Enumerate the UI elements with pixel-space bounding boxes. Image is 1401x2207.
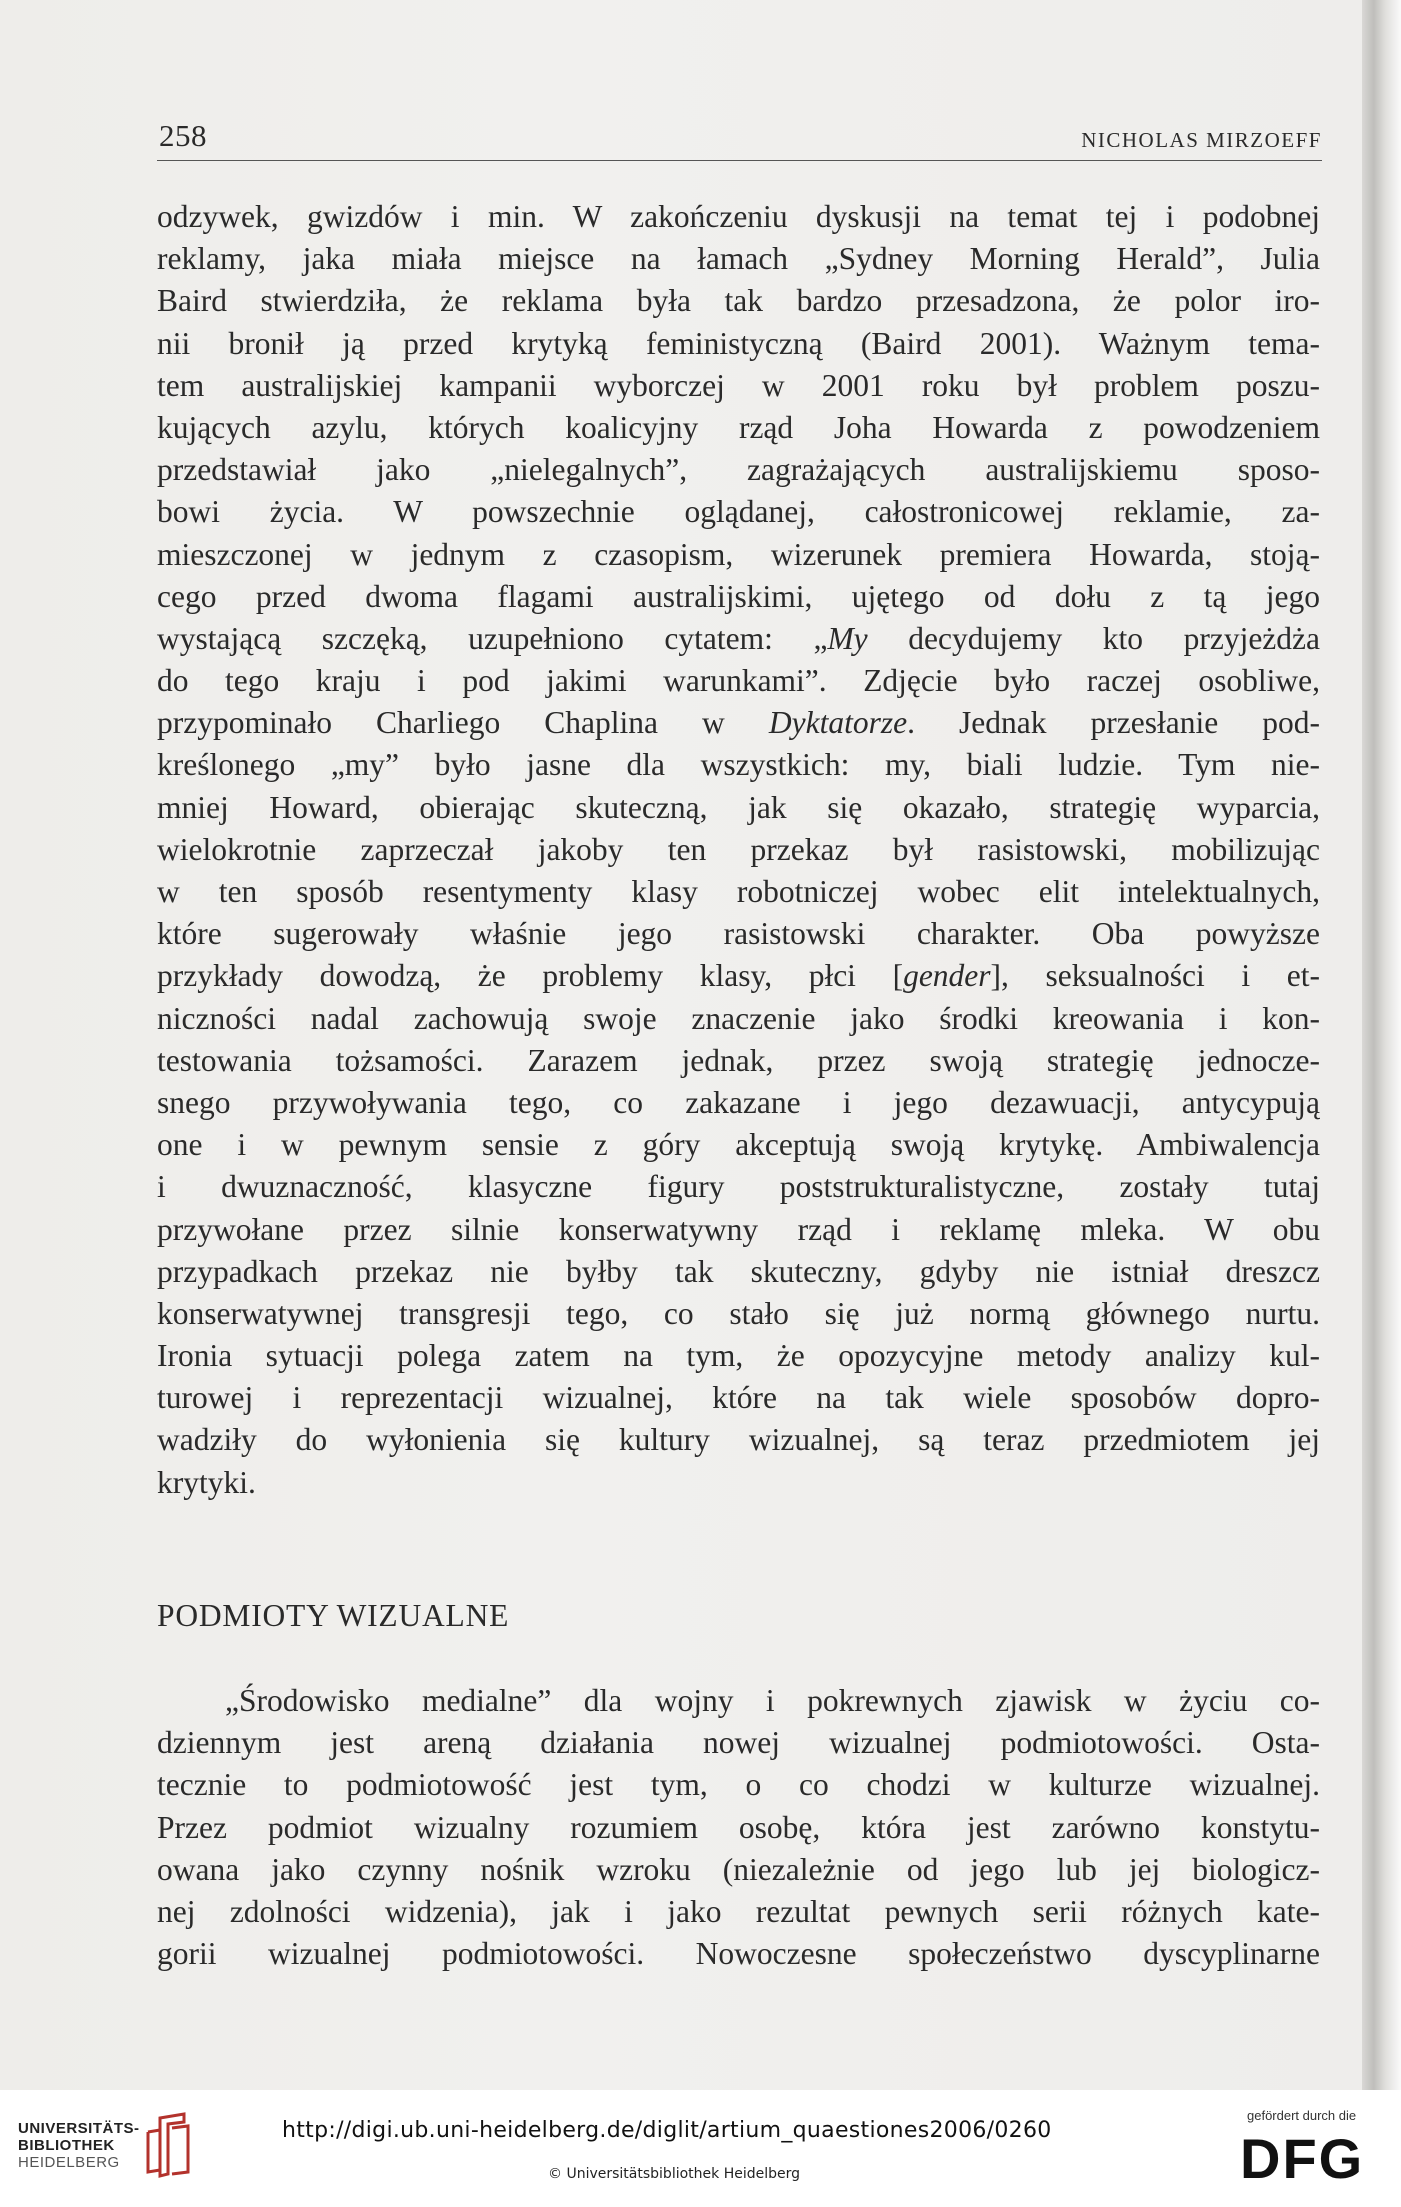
text-line: kujących azylu, których koalicyjny rząd Joha Howarda z powodzeniem (157, 409, 1320, 445)
text-line: tecznie to podmiotowość jest tym, o co chodzi w kulturze wizualnej. (157, 1767, 1320, 1803)
text-line: przywołane przez silnie konserwatywny rząd i reklamę mleka. W obu (157, 1211, 1320, 1247)
text-line: cego przed dwoma flagami australijskimi, ujętego od dołu z tą jego (157, 578, 1320, 614)
library-name-line: HEIDELBERG (18, 2154, 120, 2171)
text-line: w ten sposób resentymenty klasy robotniczej wobec elit intelektualnych, (157, 874, 1320, 909)
digitization-footer (0, 2090, 1401, 2207)
text-line: Ironia sytuacji polega zatem na tym, że opozycyjne metody analizy kul- (157, 1338, 1320, 1374)
text-line (157, 618, 1320, 660)
permalink-url[interactable]: http://digi.ub.uni-heidelberg.de/diglit/artium_quaestiones2006/0260 (282, 2118, 1052, 2143)
italic-quote: My (827, 620, 868, 656)
text-line: i dwuznaczność, klasyczne figury poststrukturalistyczne, zostały tutaj (157, 1169, 1320, 1205)
text-line: przypadkach przekaz nie byłby tak skuteczny, gdyby nie istniał dreszcz (157, 1253, 1320, 1289)
page-header (157, 118, 1322, 161)
text-segment: wystającą szczęką, uzupełniono cytatem: „ (157, 620, 828, 656)
italic-term: gender (903, 958, 991, 994)
text-line: gorii wizualnej podmiotowości. Nowoczesne społeczeństwo dyscyplinarne (157, 1936, 1320, 1972)
text-line: tem australijskiej kampanii wyborczej w 2001 roku był problem poszu- (157, 367, 1320, 403)
text-segment: ], seksualności i et- (990, 958, 1320, 994)
text-line: do tego kraju i pod jakimi warunkami”. Zdjęcie było raczej osobliwe, (157, 663, 1320, 699)
text-line: które sugerowały właśnie jego rasistowski charakter. Oba powyższe (157, 916, 1320, 952)
text-line (157, 702, 1320, 744)
running-head: NICHOLAS MIRZOEFF (1081, 128, 1322, 152)
library-logo-icon (140, 2112, 196, 2180)
text-line: mieszczonej w jednym z czasopism, wizerunek premiera Howarda, stoją- (157, 536, 1320, 572)
text-segment: . Jednak przesłanie pod- (907, 705, 1320, 741)
library-logo-text (18, 2120, 140, 2171)
main-paragraph (157, 196, 1320, 1504)
text-line: odzywek, gwizdów i min. W zakończeniu dyskusji na temat tej i podobnej (157, 199, 1320, 234)
funding-note: gefördert durch die (1247, 2108, 1357, 2123)
text-line: mniej Howard, obierając skuteczną, jak się okazało, strategię wyparcia, (157, 789, 1320, 825)
text-line: „Środowisko medialne” dla wojny i pokrewnych zjawisk w życiu co- (225, 1683, 1320, 1718)
text-line: wadziły do wyłonienia się kultury wizualnej, są teraz przedmiotem jej (157, 1422, 1320, 1458)
text-segment: decydujemy kto przyjeżdża (867, 620, 1320, 656)
section-heading: PODMIOTY WIZUALNE (157, 1598, 510, 1633)
text-line: one i w pewnym sensie z góry akceptują swoją krytykę. Ambiwalencja (157, 1127, 1320, 1163)
copyright-notice: © Universitätsbibliothek Heidelberg (548, 2166, 801, 2182)
text-line: Przez podmiot wizualny rozumiem osobę, która jest zarówno konstytu- (157, 1809, 1320, 1845)
dfg-logo: DFG (1240, 2127, 1365, 2190)
text-line: konserwatywnej transgresji tego, co stało się już normą głównego nurtu. (157, 1295, 1320, 1331)
text-line: nii bronił ją przed krytyką feministyczną (Baird 2001). Ważnym tema- (157, 325, 1320, 361)
text-line: kreślonego „my” było jasne dla wszystkich: my, biali ludzie. Tym nie- (157, 747, 1320, 783)
library-name-line: BIBLIOTHEK (18, 2137, 115, 2154)
text-line: snego przywoływania tego, co zakazane i jego dezawuacji, antycypują (157, 1084, 1320, 1120)
text-line: reklamy, jaka miała miejsce na łamach „Sydney Morning Herald”, Julia (157, 241, 1320, 277)
text-segment: przykłady dowodzą, że problemy klasy, płci [ (157, 958, 904, 994)
library-name-line: UNIVERSITÄTS- (18, 2120, 140, 2137)
text-line: nej zdolności widzenia), jak i jako rezultat pewnych serii różnych kate- (157, 1893, 1320, 1929)
text-line: turowej i reprezentacji wizualnej, które na tak wiele sposobów dopro- (157, 1380, 1320, 1416)
text-line: testowania tożsamości. Zarazem jednak, przez swoją strategię jednocze- (157, 1042, 1320, 1078)
text-line: przedstawiał jako „nielegalnych”, zagrażających australijskiemu sposo- (157, 452, 1320, 488)
text-line: wielokrotnie zaprzeczał jakoby ten przekaz był rasistowski, mobilizując (157, 831, 1320, 867)
section-paragraph (157, 1680, 1320, 1975)
italic-film-title: Dyktatorze (768, 705, 908, 741)
text-line: Baird stwierdziła, że reklama była tak bardzo przesadzona, że polor iro- (157, 283, 1320, 319)
text-line: owana jako czynny nośnik wzroku (niezależnie od jego lub jej biologicz- (157, 1851, 1320, 1887)
text-line: niczności nadal zachowują swoje znaczenie jako środki kreowania i kon- (157, 1000, 1320, 1036)
text-line (157, 955, 1320, 997)
text-line: krytyki. (157, 1464, 256, 1500)
page-edge-shadow (1362, 0, 1401, 2090)
text-segment: przypominało Charliego Chaplina w (157, 705, 769, 741)
text-line: bowi życia. W powszechnie oglądanej, całostronicowej reklamie, za- (157, 494, 1320, 530)
text-line: dziennym jest areną działania nowej wizualnej podmiotowości. Osta- (157, 1725, 1320, 1761)
page-number: 258 (159, 118, 207, 153)
